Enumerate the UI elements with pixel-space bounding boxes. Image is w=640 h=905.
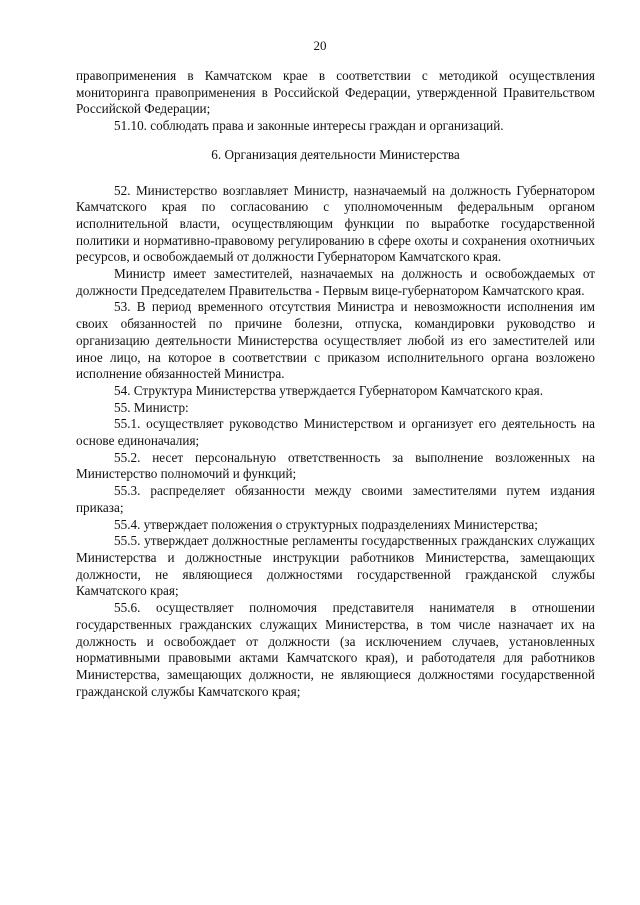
paragraph-55-3: 55.3. распределяет обязанности между своими заместителями путем издания приказа; [76,483,595,515]
paragraph-55-6: 55.6. осуществляет полномочия представителя нанимателя в отношении государственных гражданских служащих Министерства, в том числе назначает их на должность и освобождает от должности (за исключением случаев, установленных нормативными правовыми актами Камчатского края), и работодателя для работников Министерства, замещающих должности, не являющиеся должностями государственной гражданской службы Камчатского края; [76,600,595,699]
paragraph-55: 55. Министр: [114,399,189,415]
paragraph-55-4: 55.4. утверждает положения о структурных подразделениях Министерства; [114,516,538,532]
paragraph-52-deputies: Министр имеет заместителей, назначаемых на должность и освобождаемых от должности Председателем Правительства - Первым вице-губернатором Камчатского края. [76,266,595,298]
paragraph-53: 53. В период временного отсутствия Министра и невозможности исполнения им своих обязанностей по причине болезни, отпуска, командировки руководство и организацию деятельности Министерства осуществляет любой из его заместителей или иное лицо, на которое в соответствии с приказом исполнительного органа возложено исполнение обязанностей Министра. [76,299,595,382]
paragraph-52: 52. Министерство возглавляет Министр, назначаемый на должность Губернатором Камчатского края по согласованию с уполномоченным федеральным органом исполнительной власти, осуществляющим функции по выработке государственной политики и нормативно-правовому регулированию в сфере охоты и сохранения охотничьих ресурсов, и освобождаемый от должности Губернатором Камчатского края. [76,182,595,265]
paragraph-54: 54. Структура Министерства утверждается Губернатором Камчатского края. [114,382,544,398]
paragraph-55-2: 55.2. несет персональную ответственность за выполнение возложенных на Министерство полномочий и функций; [76,449,595,482]
document-body [76,68,595,700]
section-heading: 6. Организация деятельности Министерства [211,146,460,162]
paragraph-55-5: 55.5. утверждает должностные регламенты государственных гражданских служащих Министерства и должностные инструкции работников Министерства, замещающих должности, не являющиеся должностями государственной гражданской службы Камчатского края; [76,533,595,599]
page-number: 20 [313,38,327,53]
paragraph-55-1: 55.1. осуществляет руководство Министерством и организует его деятельность на основе единоначалия; [76,416,595,449]
paragraph-51-10: 51.10. соблюдать права и законные интересы граждан и организаций. [114,118,504,134]
paragraph-continuation: правоприменения в Камчатском крае в соответствии с методикой осуществления мониторинга правоприменения в Российской Федерации, утвержденной Правительством Российской Федерации; [76,68,595,117]
